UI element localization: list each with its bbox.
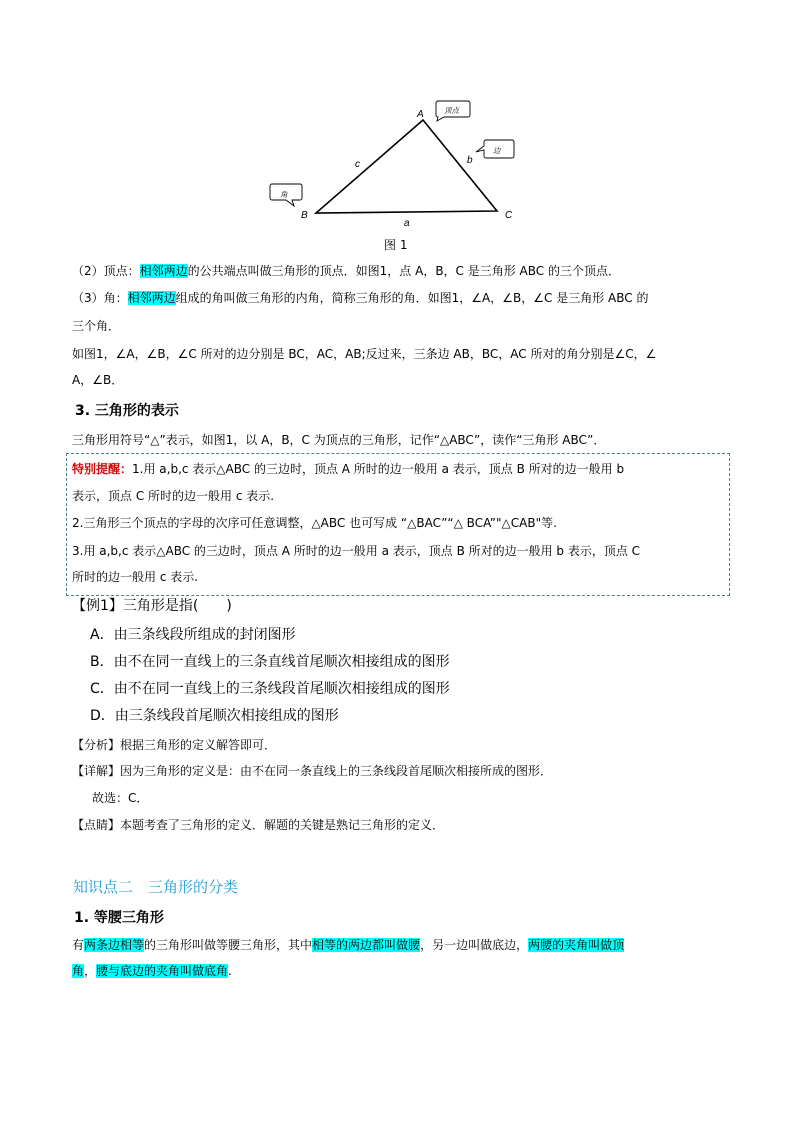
iso-highlight-2: 相等的两边都叫做腰 xyxy=(312,938,421,952)
triangle-abc xyxy=(316,120,497,213)
vertex-a-label: A xyxy=(417,109,424,120)
vertex-b-label: B xyxy=(301,210,308,221)
tip-line-2: 表示，顶点 C 所时的边一般用 c 表示. xyxy=(72,489,275,503)
tip-label: 特别提醒： xyxy=(72,462,133,476)
analysis: 【分析】根据三角形的定义解答即可． xyxy=(72,738,277,752)
iso-highlight-1: 两条边相等 xyxy=(84,938,145,952)
side-c-label: c xyxy=(355,159,360,170)
paragraph-vertex xyxy=(72,263,620,279)
callout-vertex-text: 顶点 xyxy=(444,106,459,115)
tip-line-4: 3.用 a,b,c 表示△ABC 的三边时，顶点 A 所时的边一般用 a 表示，顶点 B 所对的边一般用 b 表示，顶点 C xyxy=(72,544,641,558)
tip-line-3: 2.三角形三个顶点的字母的次序可任意调整，△ABC 也可写成 “△BAC”“△ BCA”"△CAB"等. xyxy=(72,516,557,530)
isosceles-line-2 xyxy=(72,963,232,979)
section-3-text: 三角形用符号“△”表示，如图1，以 A，B，C 为顶点的三角形，记作“△ABC”，读作“三角形 ABC”． xyxy=(72,433,606,447)
vertex-text: 的公共端点叫做三角形的顶点．如图1，点 A，B，C 是三角形 ABC 的三个顶点． xyxy=(187,264,620,278)
triangle-figure xyxy=(260,95,530,235)
isosceles-title: 1. 等腰三角形 xyxy=(74,910,164,926)
angle-prefix: （3）角： xyxy=(72,291,128,305)
option-a: A．由三条线段所组成的封闭图形 xyxy=(90,627,296,643)
iso-highlight-5: 腰与底边的夹角叫做底角 xyxy=(96,964,229,978)
figure-caption: 图 1 xyxy=(384,238,408,252)
comment: 【点睛】本题考查了三角形的定义．解题的关键是熟记三角形的定义． xyxy=(72,818,445,832)
tip-line-5: 所时的边一般用 c 表示. xyxy=(72,570,199,584)
side-a-label: a xyxy=(404,218,410,229)
paragraph-angle-line2: 三个角． xyxy=(72,319,121,333)
callout-side xyxy=(476,140,514,158)
option-b: B．由不在同一直线上的三条直线首尾顺次相接组成的图形 xyxy=(90,654,450,670)
iso-s3: ，另一边叫做底边， xyxy=(420,938,529,952)
callout-vertex xyxy=(436,101,470,121)
option-d: D．由三条线段首尾顺次相接组成的图形 xyxy=(90,708,339,724)
callout-angle-text: 角 xyxy=(280,190,288,199)
tip-line-1-text: 1.用 a,b,c 表示△ABC 的三边时，顶点 A 所时的边一般用 a 表示，顶点 B 所对的边一般用 b xyxy=(132,462,625,476)
choice: 故选：C． xyxy=(92,791,149,805)
knowledge-point-2-title: 知识点二 三角形的分类 xyxy=(73,878,239,896)
side-b-label: b xyxy=(467,155,473,166)
paragraph-opposite-line2: A，∠B． xyxy=(72,373,124,387)
example-stem: 【例1】三角形是指( ) xyxy=(72,598,232,614)
iso-s2: 的三角形叫做等腰三角形，其中 xyxy=(144,938,313,952)
iso-s1: 有 xyxy=(72,938,85,952)
isosceles-line-1 xyxy=(72,937,624,953)
paragraph-opposite-line1: 如图1，∠A，∠B，∠C 所对的边分别是 BC，AC，AB;反过来，三条边 AB，BC，AC 所对的角分别是∠C，∠ xyxy=(72,347,657,361)
tip-line-1 xyxy=(72,461,624,477)
angle-highlight: 相邻两边 xyxy=(127,291,176,305)
iso-s5: . xyxy=(228,964,232,978)
angle-text: 组成的角叫做三角形的内角，简称三角形的角．如图1，∠A，∠B，∠C 是三角形 ABC 的 xyxy=(175,291,649,305)
vertex-c-label: C xyxy=(505,210,513,221)
callout-angle xyxy=(270,184,302,206)
paragraph-angle xyxy=(72,290,648,306)
detail: 【详解】因为三角形的定义是：由不在同一条直线上的三条线段首尾顺次相接所成的图形． xyxy=(72,764,553,778)
iso-highlight-3: 两腰的夹角叫做顶 xyxy=(528,938,625,952)
section-3-title: 3. 三角形的表示 xyxy=(75,403,179,419)
vertex-highlight: 相邻两边 xyxy=(139,264,188,278)
option-c: C．由不在同一直线上的三条线段首尾顺次相接组成的图形 xyxy=(90,681,450,697)
vertex-prefix: （2）顶点： xyxy=(72,264,140,278)
callout-side-text: 边 xyxy=(493,146,501,155)
iso-s4: ， xyxy=(84,964,97,978)
iso-highlight-4: 角 xyxy=(72,964,85,978)
